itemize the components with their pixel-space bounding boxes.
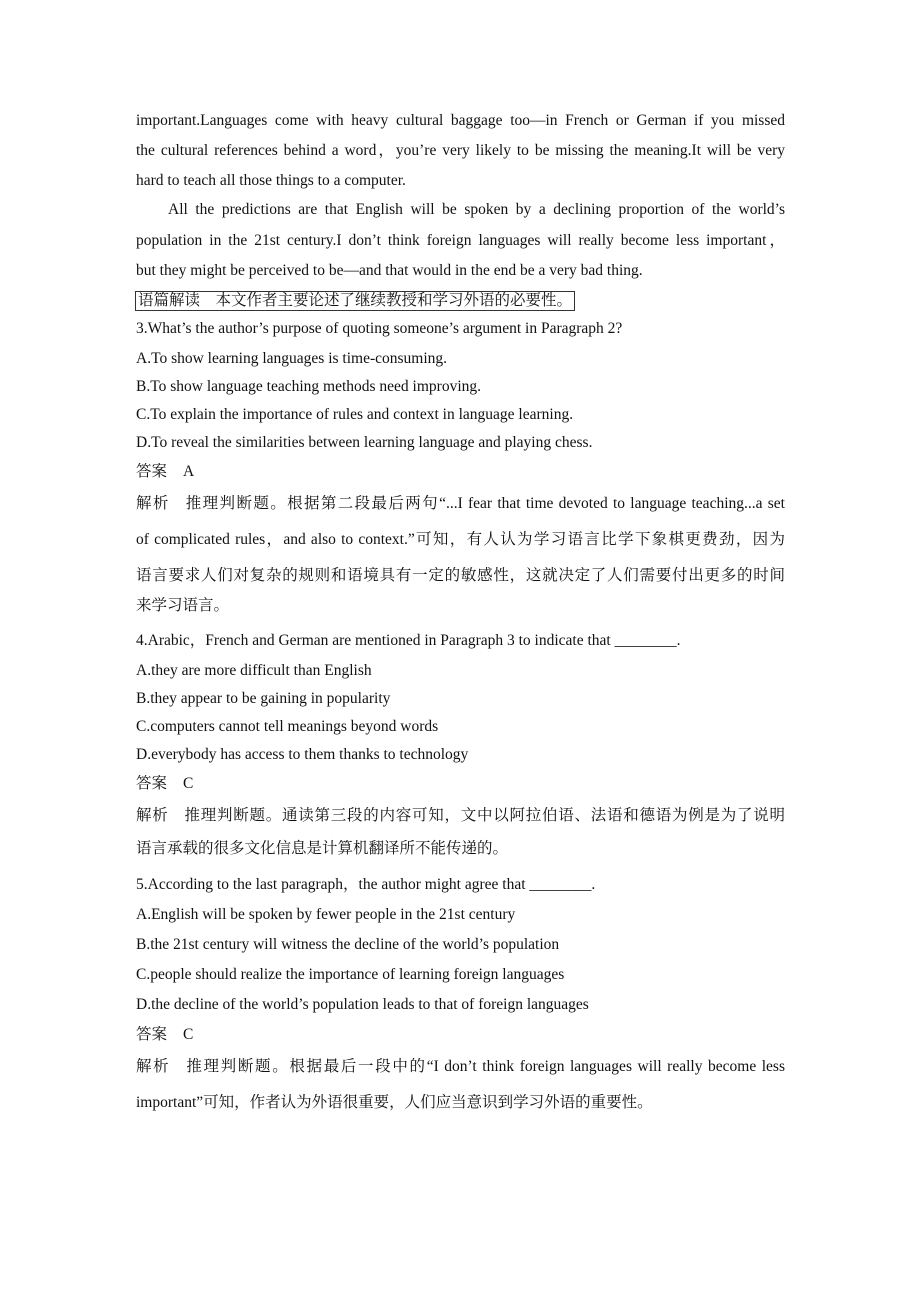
- answer-label: 答案: [136, 775, 168, 792]
- option: D.everybody has access to them thanks to technology: [136, 746, 469, 763]
- analysis-text: 推理判断题。通读第三段的内容可知，文中以阿拉伯语、法语和德语为例是为了说明: [184, 807, 785, 824]
- answer: [136, 1024, 785, 1046]
- option: A.To show learning languages is time-consuming.: [136, 350, 448, 367]
- question-stem: 4.Arabic，French and German are mentioned in Paragraph 3 to indicate that ________.: [136, 632, 681, 649]
- analysis-label: 解析: [136, 495, 170, 512]
- answer-label: 答案: [136, 463, 168, 480]
- analysis-text: 推理判断题。根据第二段最后两句“...I fear that time devoted to language teaching...a set: [185, 495, 785, 512]
- question-stem: 5.According to the last paragraph，the author might agree that ________.: [136, 876, 596, 893]
- answer-label: 答案: [136, 1026, 168, 1043]
- analysis-line: important”可知，作者认为外语很重要，人们应当意识到学习外语的重要性。: [136, 1094, 653, 1111]
- option: B.To show language teaching methods need improving.: [136, 378, 482, 395]
- analysis-line: of complicated rules，and also to context.”可知，有人认为学习语言比学下象棋更费劲，因为: [136, 531, 785, 548]
- analysis-line: 语言承载的很多文化信息是计算机翻译所不能传递的。: [136, 840, 509, 857]
- analysis-label: 解析: [136, 807, 169, 824]
- passage-line: population in the 21st century.I don’t think foreign languages will really become less important，: [136, 232, 785, 249]
- analysis-text: 推理判断题。根据最后一段中的“I don’t think foreign languages will really become less: [186, 1058, 785, 1075]
- passage-line: important.Languages come with heavy cultural baggage too—in French or German if you missed: [136, 112, 785, 129]
- option: B.the 21st century will witness the decline of the world’s population: [136, 936, 560, 953]
- analysis: [136, 493, 785, 515]
- analysis: [136, 1056, 785, 1078]
- answer-value: C: [183, 775, 194, 792]
- passage-line: the cultural references behind a word，you’re very likely to be missing the meaning.It will be very: [136, 142, 785, 159]
- option: D.the decline of the world’s population leads to that of foreign languages: [136, 996, 589, 1013]
- option: C.computers cannot tell meanings beyond words: [136, 718, 439, 735]
- option: B.they appear to be gaining in popularity: [136, 690, 391, 707]
- option: A.they are more difficult than English: [136, 662, 372, 679]
- analysis-label: 解析: [136, 1058, 171, 1075]
- option: C.To explain the importance of rules and context in language learning.: [136, 406, 574, 423]
- analysis-line: 语言要求人们对复杂的规则和语境具有一定的敏感性，这就决定了人们需要付出更多的时间: [136, 567, 785, 584]
- analysis: [136, 805, 785, 827]
- passage-line: hard to teach all those things to a computer.: [136, 172, 406, 189]
- passage-summary: 语篇解读 本文作者主要论述了继续教授和学习外语的必要性。: [135, 291, 575, 311]
- question-stem: 3.What’s the author’s purpose of quoting someone’s argument in Paragraph 2?: [136, 320, 623, 337]
- answer-value: C: [183, 1026, 194, 1043]
- passage-line: but they might be perceived to be—and that would in the end be a very bad thing.: [136, 262, 643, 279]
- analysis-line: 来学习语言。: [136, 597, 230, 614]
- option: A.English will be spoken by fewer people in the 21st century: [136, 906, 516, 923]
- passage-line: All the predictions are that English will be spoken by a declining proportion of the world’s: [168, 201, 785, 218]
- option: C.people should realize the importance of learning foreign languages: [136, 966, 565, 983]
- answer-value: A: [183, 463, 195, 480]
- answer: [136, 773, 785, 795]
- option: D.To reveal the similarities between learning language and playing chess.: [136, 434, 593, 451]
- answer: [136, 461, 785, 483]
